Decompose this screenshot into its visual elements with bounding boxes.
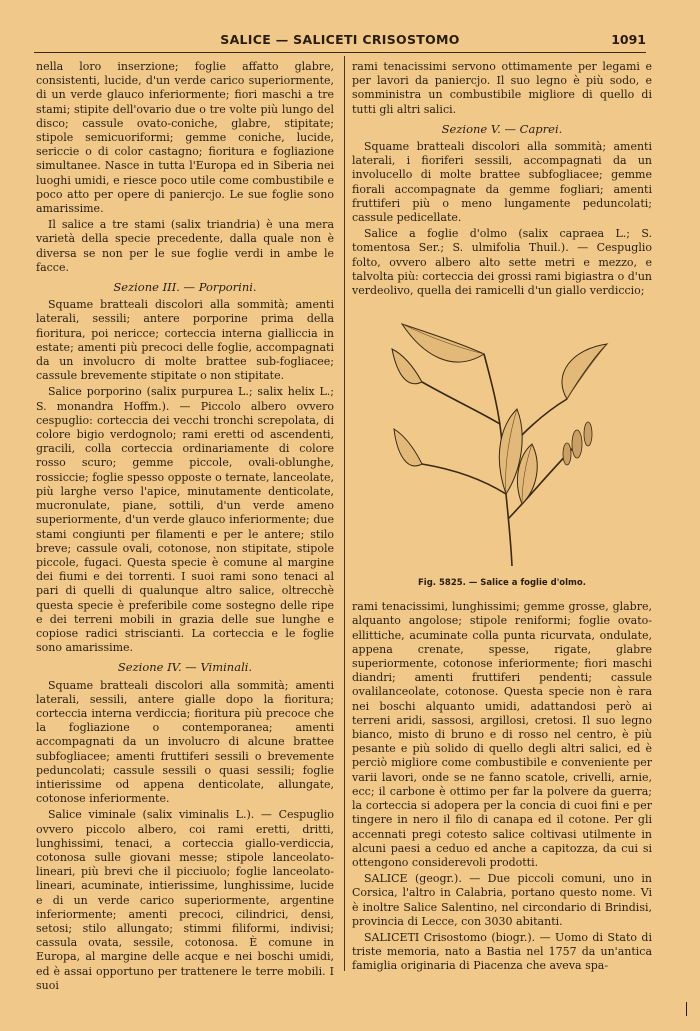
left-column — [36, 60, 334, 992]
page-number: 1091 — [611, 32, 646, 47]
paragraph: rami tenacissimi, lunghissimi; gemme grosse, glabre, alquanto angolose; stipole reniformi; foglie ovato-ellittiche, acuminate colla punta ricurvata, ondulate, appena crenate, spesse, rigate, glabre superiormente, cotonose inferiormente; fiori maschi diandri; amenti fruttiferi pendenti; cassule ovalilanceolate, cotonose. Questa specie non è rara nei boschi alquanto umidi, adattandosi però ai terreni aridi, sassosi, argillosi, cretosi. Il suo legno bianco, misto di bruno e di rosso nel centro, è più pesante e più solido di quello degli altri salici, ed è perciò migliore come combustibile e conveniente per varii lavori, onde se ne fanno scatole, crivelli, arnie, ecc; il carbone è ottimo per far la polvere da guerra; la corteccia si adopera per la concia di cuoi fini e per tingere in nero il filo di canapa ed il cotone. Per gli accennati pregi cotesto salice coltivasi utilmente in alcuni paesi a ceduo ed anche a capitozza, da cui si ottengono considerevoli prodotti. — [352, 600, 652, 869]
margin-mark — [686, 1002, 687, 1016]
paragraph: Squame bratteali discolori alla sommità; amenti laterali, i fioriferi sessili, accompagnati da un involucello di molte brattee subfogliacee; gemme fiorali accompagnate da gemme fogliari; amenti fruttiferi più o meno lungamente peduncolati; cassule pedicellate. — [352, 140, 652, 225]
section-heading: Sezione IV. — Viminali. — [117, 660, 253, 675]
paragraph: SALICETI Crisostomo (biogr.). — Uomo di Stato di triste memoria, nato a Bastia nel 1757 da un'antica famiglia originaria di Piacenza che aveva spa- — [352, 930, 652, 973]
header-title: SALICE — SALICETI CRISOSTOMO — [220, 32, 460, 47]
figure — [352, 300, 652, 600]
paragraph: SALICE (geogr.). — Due piccoli comuni, uno in Corsica, l'altro in Calabria, portano questo nome. Vi è inoltre Salice Salentino, nel circondario di Brindisi, provincia di Lecce, con 3030 abitanti. — [352, 872, 652, 928]
section-heading: Sezione III. — Porporini. — [113, 280, 257, 295]
paragraph: nella loro inserzione; foglie affatto glabre, consistenti, lucide, d'un verde carico superiormente, di un verde glauco inferiormente; fiori maschi a tre stami; stipite dell'ovario due o tre volte più lungo del disco; cassule ovato-coniche, glabre, stipitate; stipole semicuoriformi; gemme coniche, lucide, sericcie o di color castagno; fioritura e fogliazione simultanee. Nasce in tutta l'Europa ed in Siberia nei luoghi umidi, e riesce poco utile come combustibile e poco atto per opere di paniercjo. Le sue foglie sono amarissime. — [36, 60, 334, 216]
paragraph: Salice porporino (salix purpurea L.; salix helix L.; S. monandra Hoffm.). — Piccolo albero ovvero cespuglio: corteccia dei vecchi tronchi screpolata, di colore bigio verdognolo; rami eretti od ascendenti, gracili, colla corteccia ordinariamente di colore rosso scuro; gemme piccole, ovali-oblunghe, rossiccie; foglie spesso opposte o ternate, lanceolate, più larghe verso l'apice, minutamente denticolate, mucronulate, piane, sottili, d'un verde ameno superiormente, d'un verde glauco inferiormente; due stami congiunti per filamenti e per le antere; stilo breve; cassule ovali, cotonose, non stipitate, stipole piccole, fugaci. Questa specie è comune al margine dei fiumi e dei torrenti. I suoi rami sono tenaci al pari di quelli di qualunque altro salice, oltrecchè questa specie è preferibile come sostegno delle ripe e dei terreni mobili in grazia delle sue lunghe e copiose radici striscianti. La corteccia e le foglie sono amarissime. — [36, 385, 334, 655]
paragraph: Salice a foglie d'olmo (salix capraea L.; S. tomentosa Ser.; S. ulmifolia Thuil.). — Cespuglio folto, ovvero albero alto sette metri e mezzo, e talvolta più: corteccia dei grossi rami bigiastra o d'un verdeolivo, quella dei ramicelli d'un giallo verdiccio; — [352, 227, 652, 298]
paragraph: Squame bratteali discolori alla sommità; amenti laterali, sessili; antere porporine prima della fioritura, poi nericce; corteccia interna gialliccia in estate; amenti più precoci delle foglie, accompagnati da un involucro di molte brattee sub-fogliacee; cassule brevemente stipitate o non stipitate. — [36, 298, 334, 383]
paragraph: Il salice a tre stami (salix triandria) è una mera varietà della specie precedente, dalla quale non è diversa se non per le sue foglie verdi in ambe le facce. — [36, 218, 334, 274]
willow-branch-illustration — [392, 304, 612, 572]
paragraph: Squame bratteali discolori alla sommità; amenti laterali, sessili, antere gialle dopo la fioritura; corteccia interna verdiccia; fioritura più precoce che la fogliazione o contemporanea; amenti accompagnati da un involucro di alcune brattee subfogliacee; amenti fruttiferi sessili o brevemente peduncolati; cassule sessili o quasi sessili; foglie intierissime od appena denticolate, allungate, cotonose inferiormente. — [36, 678, 334, 806]
running-header — [34, 30, 646, 53]
right-column — [352, 60, 652, 975]
figure-caption: Fig. 5825. — Salice a foglie d'olmo. — [418, 578, 586, 589]
column-divider — [344, 56, 345, 971]
section-heading: Sezione V. — Caprei. — [441, 121, 563, 136]
paragraph: rami tenacissimi servono ottimamente per legami e per lavori da paniercjo. Il suo legno è più sodo, e somministra un combustibile migliore di quello di tutti gli altri salici. — [352, 60, 652, 116]
paragraph: Salice viminale (salix viminalis L.). — Cespuglio ovvero piccolo albero, coi rami eretti, dritti, lunghissimi, tenaci, a corteccia giallo-verdiccia, cotonosa sulle giovani messe; stipole lanceolato-lineari, più brevi che il picciuolo; foglie lanceolato-lineari, acuminate, intierissime, lunghissime, lucide e di un verde carico superiormente, argentine inferiormente; amenti precoci, cilindrici, densi, setosi; stilo allungato; stimmi filiformi, indivisi; cassula ovata, sessile, cotonosa. È comune in Europa, al margine delle acque e nei boschi umidi, ed è assai opportuno per trattenere le terre mobili. I suoi — [36, 808, 334, 992]
